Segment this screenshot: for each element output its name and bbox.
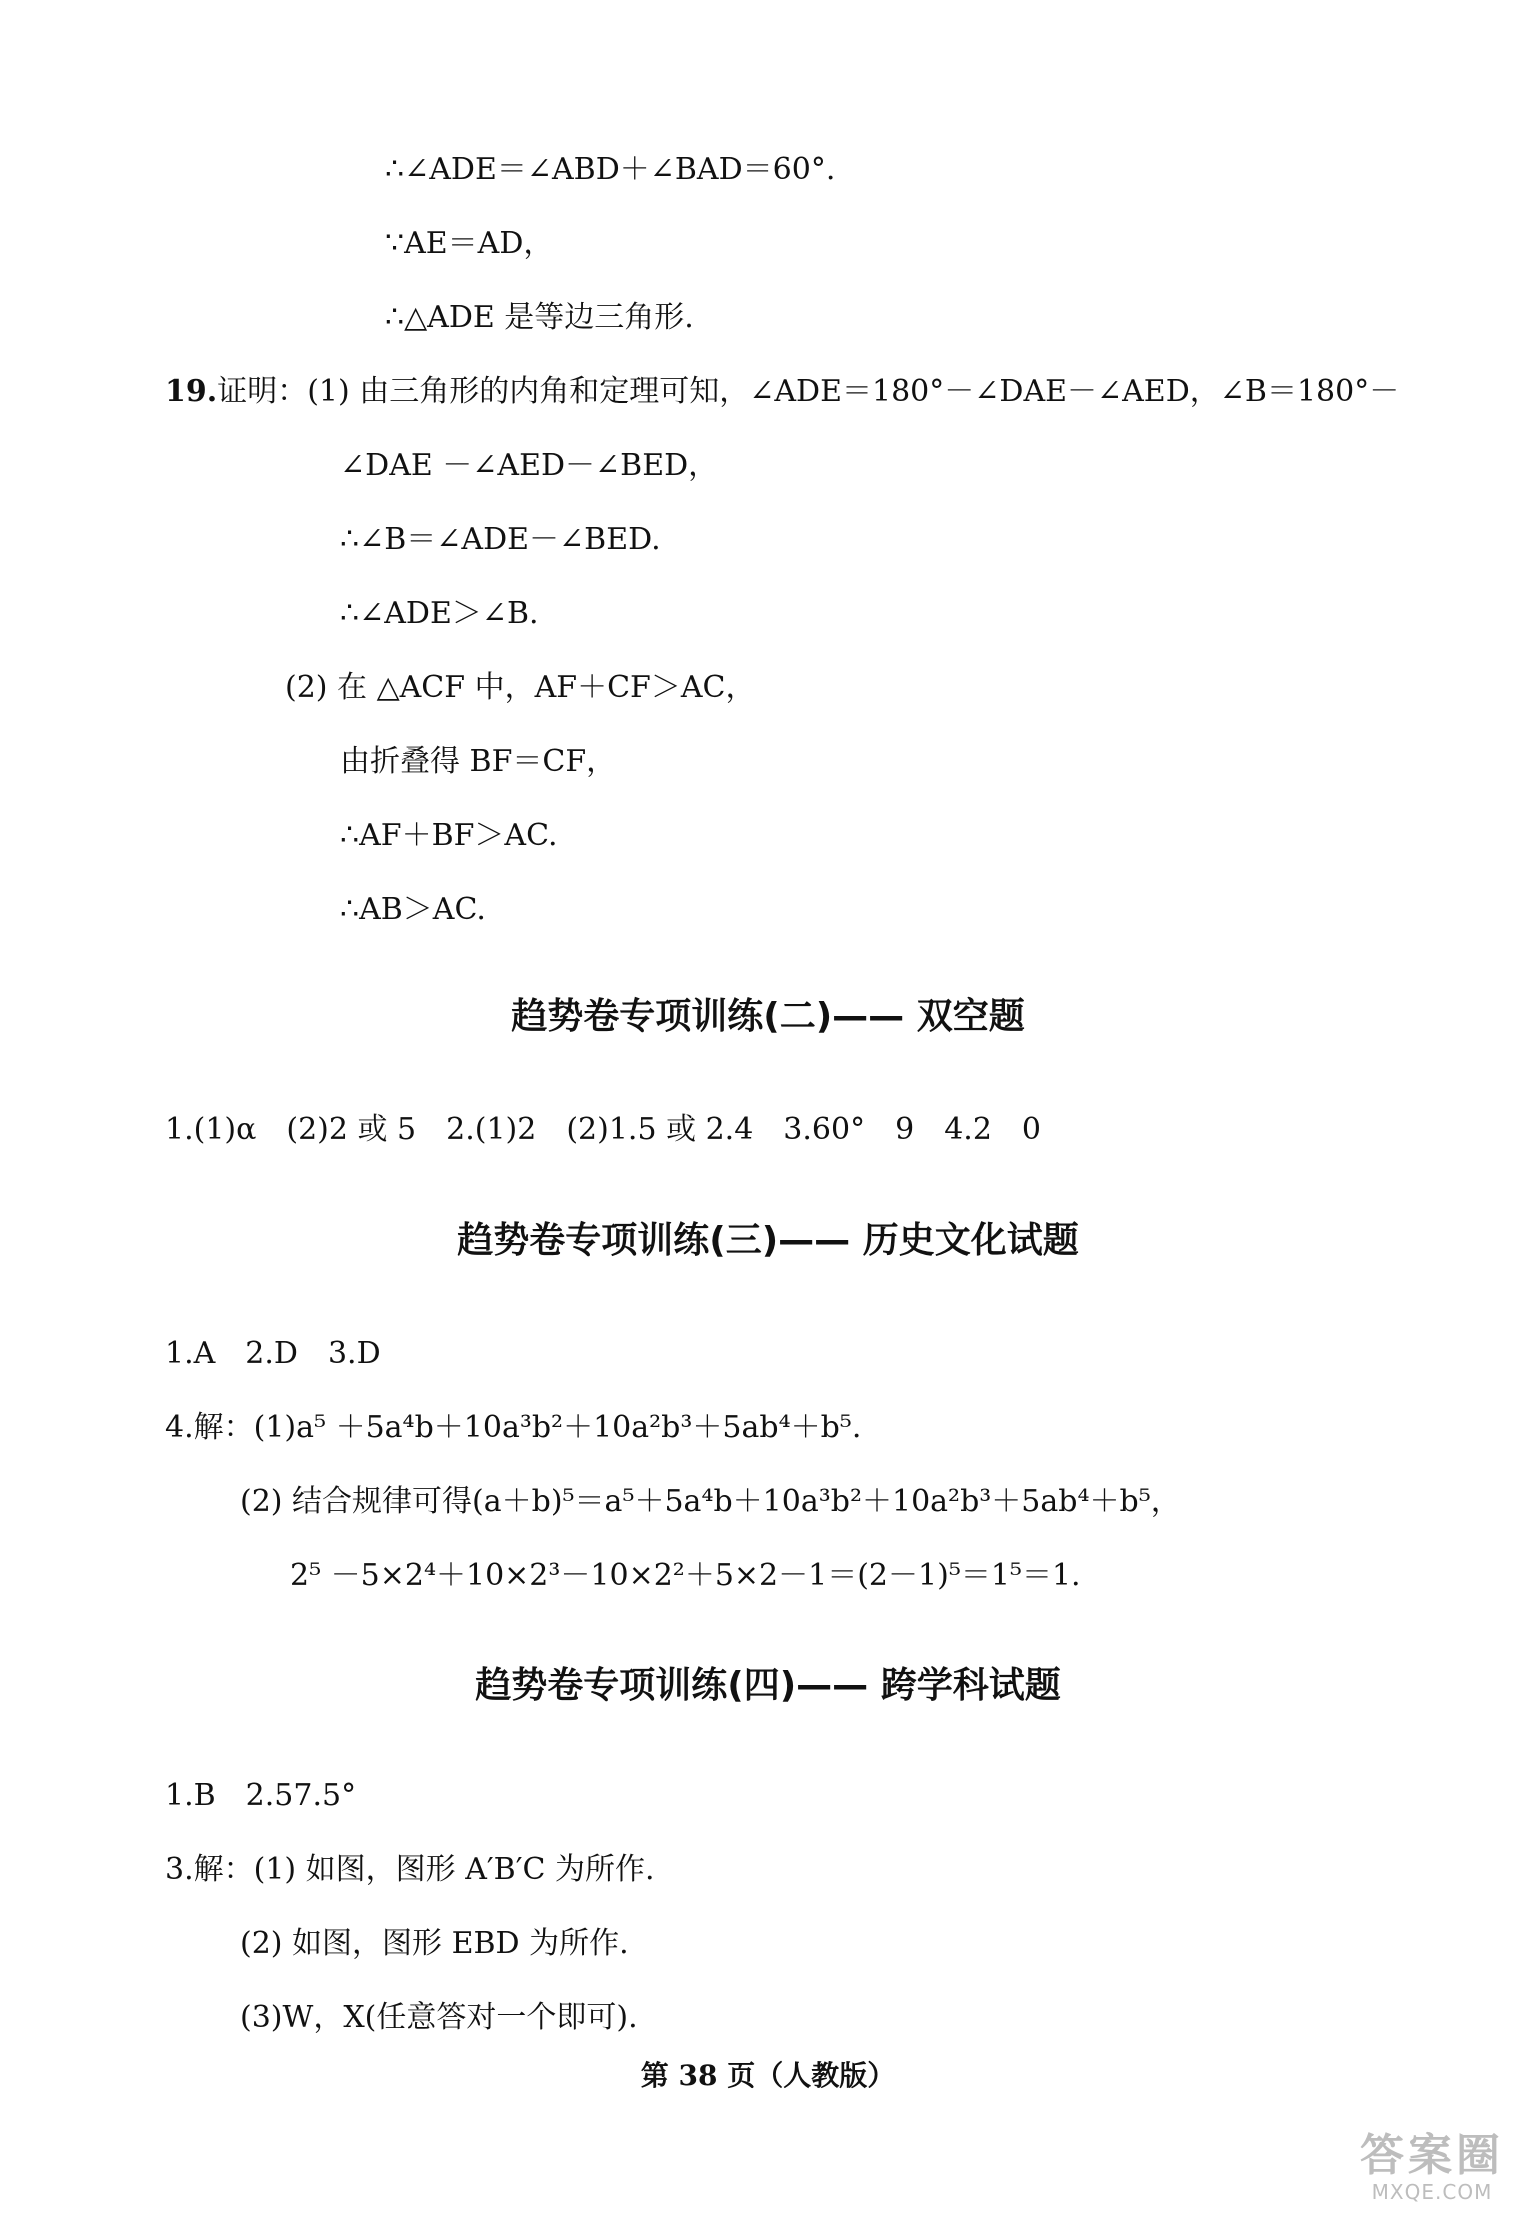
text-line: (2) 在 △ACF 中，AF＋CF＞AC， — [285, 670, 756, 705]
section-title: 趋势卷专项训练(二)—— 双空题 — [511, 996, 1025, 1037]
page-footer: 第 38 页（人教版） — [640, 2059, 896, 2092]
text-line: 证明：(1) 由三角形的内角和定理可知，∠ADE＝180°－∠DAE－∠AED，∠B＝180°－ — [217, 374, 1400, 409]
text-line: (2) 结合规律可得(a＋b)⁵＝a⁵＋5a⁴b＋10a³b²＋10a²b³＋5ab⁴＋b⁵， — [240, 1484, 1181, 1519]
question-number: 19. — [165, 374, 218, 409]
text-line: ∴AB＞AC. — [340, 892, 486, 927]
text-line: ∴∠ADE＞∠B. — [340, 596, 539, 631]
text-line: 4.解：(1)a⁵ ＋5a⁴b＋10a³b²＋10a²b³＋5ab⁴＋b⁵. — [165, 1410, 862, 1445]
text-line: ∵AE＝AD， — [385, 226, 554, 261]
watermark-logo — [1342, 2132, 1522, 2206]
answer-line: 1.A 2.D 3.D — [165, 1336, 381, 1371]
watermark-logo-text: 答案圈 — [1360, 2130, 1504, 2181]
text-line: ∴∠B＝∠ADE－∠BED. — [340, 522, 661, 557]
text-line: (2) 如图，图形 EBD 为所作. — [240, 1926, 629, 1961]
answer-line: 1.B 2.57.5° — [165, 1778, 357, 1813]
text-line: ∴AF＋BF＞AC. — [340, 818, 558, 853]
watermark-url: MXQE.COM — [1371, 2180, 1493, 2204]
text-line: ∴△ADE 是等边三角形. — [385, 300, 694, 335]
text-line: ∠DAE －∠AED－∠BED， — [340, 448, 719, 483]
section-title: 趋势卷专项训练(四)—— 跨学科试题 — [475, 1665, 1061, 1706]
text-line: 2⁵ －5×2⁴＋10×2³－10×2²＋5×2－1＝(2－1)⁵＝1⁵＝1. — [290, 1558, 1081, 1593]
section-title: 趋势卷专项训练(三)—— 历史文化试题 — [457, 1220, 1079, 1261]
text-line: ∴∠ADE＝∠ABD＋∠BAD＝60°. — [385, 152, 836, 187]
text-line: 3.解：(1) 如图，图形 A′B′C 为所作. — [165, 1852, 655, 1887]
text-line: 由折叠得 BF＝CF， — [340, 744, 617, 779]
text-line: (3)W，X(任意答对一个即可). — [240, 2000, 638, 2035]
answer-line: 1.(1)α (2)2 或 5 2.(1)2 (2)1.5 或 2.4 3.60° 9 4.2 0 — [165, 1112, 1041, 1147]
